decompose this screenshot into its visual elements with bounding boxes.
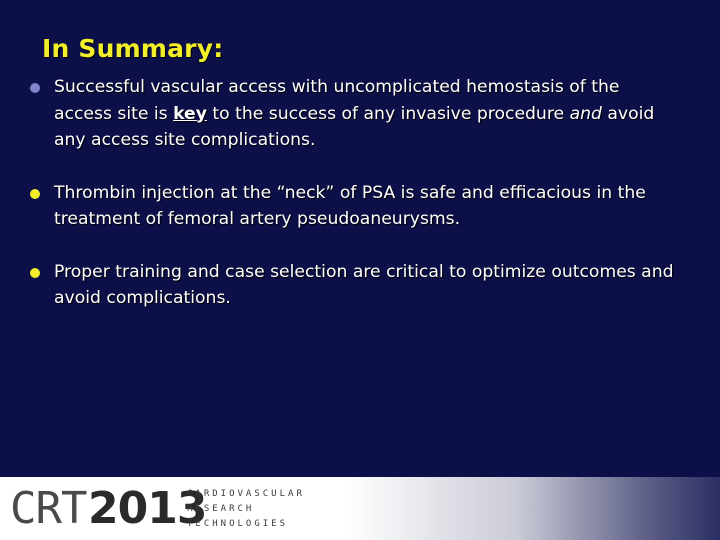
bullet-dot-icon bbox=[30, 83, 40, 93]
crt-logo-subtitle bbox=[187, 487, 305, 532]
footer-banner bbox=[0, 477, 720, 540]
bullet-item-3 bbox=[28, 259, 678, 312]
bullet-dot-icon bbox=[30, 268, 40, 278]
logo-line-technologies: TECHNOLOGIES bbox=[187, 519, 289, 529]
bullet-dot-icon bbox=[30, 189, 40, 199]
bullet-list bbox=[28, 74, 678, 338]
crt-logo-year: 2013 bbox=[88, 483, 207, 534]
logo-line-cardiovascular: CARDIOVASCULAR bbox=[187, 489, 305, 499]
bullet-1-text-c: avoid any access site complications. bbox=[54, 103, 655, 150]
bullet-item-2 bbox=[28, 180, 678, 233]
crt-logo-text: CRT bbox=[10, 483, 87, 534]
bullet-1-text-b: to the success of any invasive procedure bbox=[206, 103, 570, 124]
bullet-item-1 bbox=[28, 74, 678, 154]
bullet-3-text: Proper training and case selection are critical to optimize outcomes and avoid complications. bbox=[54, 261, 674, 308]
logo-line-research: RESEARCH bbox=[187, 504, 255, 514]
bullet-1-text-a: Successful vascular access with uncomplicated hemostasis of the access site is bbox=[54, 77, 620, 124]
slide-title: In Summary: bbox=[42, 34, 224, 63]
bullet-1-and-emphasis: and bbox=[569, 103, 602, 124]
bullet-2-text: Thrombin injection at the “neck” of PSA is safe and efficacious in the treatment of femoral artery pseudoaneurysms. bbox=[54, 182, 646, 229]
bullet-1-key-emphasis: key bbox=[173, 103, 207, 124]
